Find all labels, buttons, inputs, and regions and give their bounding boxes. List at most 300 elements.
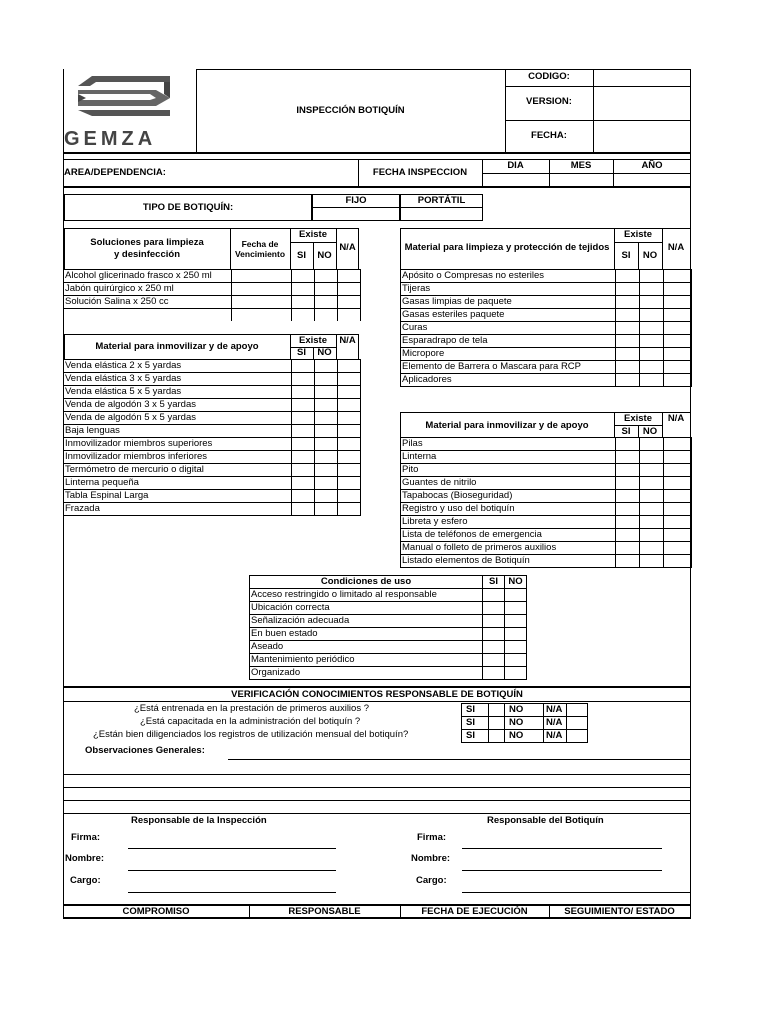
question-3: ¿Están bien diligenciados los registros de utilización mensual del botiquín? xyxy=(93,729,409,740)
na-cell[interactable] xyxy=(664,438,692,451)
item-label: Lista de teléfonos de emergencia xyxy=(401,529,616,542)
table-row xyxy=(250,628,527,641)
si-cell[interactable] xyxy=(483,628,505,641)
table-row xyxy=(64,451,361,464)
no-cell[interactable] xyxy=(640,542,664,555)
na-cell[interactable] xyxy=(664,283,692,296)
table-row xyxy=(64,373,361,386)
condiciones-si: SI xyxy=(483,576,505,589)
header-bottom-rule xyxy=(63,152,691,154)
item-label: Venda elástica 5 x 5 yardas xyxy=(64,386,292,399)
item-label: Venda de algodón 5 x 5 yardas xyxy=(64,412,292,425)
item-label: Linterna pequeña xyxy=(64,477,292,490)
na-option[interactable]: N/A xyxy=(544,730,567,743)
tejidos-na: N/A xyxy=(667,242,685,253)
item-label: Aseado xyxy=(250,641,483,654)
si-option[interactable]: SI xyxy=(462,704,489,717)
si-cell[interactable] xyxy=(292,503,315,516)
no-cell[interactable] xyxy=(315,270,338,283)
item-label: Venda elástica 2 x 5 yardas xyxy=(64,360,292,373)
na-cell[interactable] xyxy=(664,270,692,283)
no-cell[interactable] xyxy=(640,490,664,503)
si-cell[interactable] xyxy=(292,360,315,373)
fijo-check[interactable] xyxy=(313,208,399,220)
na-cell[interactable] xyxy=(664,361,692,374)
na-cell[interactable] xyxy=(664,296,692,309)
dia-label: DIA xyxy=(507,160,524,171)
observaciones-line-1[interactable] xyxy=(228,759,691,760)
fecha-cell[interactable] xyxy=(232,270,292,283)
item-label: Acceso restringido o limitado al responsable xyxy=(250,589,483,602)
table-row xyxy=(401,322,692,335)
fecha-field[interactable] xyxy=(594,121,690,152)
observaciones-line-4[interactable] xyxy=(63,800,691,801)
table-row xyxy=(401,296,692,309)
na-cell[interactable] xyxy=(338,425,361,438)
si-cell[interactable] xyxy=(292,464,315,477)
inmov-right-na: N/A xyxy=(667,413,685,424)
cargo-left-line[interactable] xyxy=(128,892,336,893)
soluciones-title-1: Soluciones para limpieza xyxy=(90,237,204,248)
footer-seguimiento: SEGUIMIENTO/ ESTADO xyxy=(564,906,675,917)
na-cell[interactable] xyxy=(338,477,361,490)
table-row xyxy=(250,615,527,628)
no-cell[interactable] xyxy=(505,641,527,654)
anio-label: AÑO xyxy=(641,160,663,171)
si-cell[interactable] xyxy=(292,296,315,309)
nombre-left-label: Nombre: xyxy=(65,853,105,864)
inmov-right-existe: Existe xyxy=(624,413,652,424)
no-cell[interactable] xyxy=(640,283,664,296)
si-cell[interactable] xyxy=(483,654,505,667)
table-row xyxy=(64,270,361,283)
na-cell[interactable] xyxy=(338,503,361,516)
item-label: Tapabocas (Bioseguridad) xyxy=(401,490,616,503)
na-cell[interactable] xyxy=(338,373,361,386)
si-cell[interactable] xyxy=(616,529,640,542)
na-mark[interactable] xyxy=(567,704,588,717)
inmov-left-existe: Existe xyxy=(299,335,327,346)
na-mark[interactable] xyxy=(567,730,588,743)
table-row xyxy=(462,717,588,730)
no-cell[interactable] xyxy=(640,348,664,361)
na-cell[interactable] xyxy=(664,451,692,464)
si-cell[interactable] xyxy=(483,615,505,628)
si-cell[interactable] xyxy=(616,464,640,477)
item-label: Frazada xyxy=(64,503,292,516)
table-row xyxy=(401,361,692,374)
observaciones-line-3[interactable] xyxy=(63,787,691,788)
cargo-right-line[interactable] xyxy=(462,892,691,893)
si-cell[interactable] xyxy=(292,438,315,451)
no-option[interactable]: NO xyxy=(505,704,544,717)
na-cell[interactable] xyxy=(664,516,692,529)
item-label: Mantenimiento periódico xyxy=(250,654,483,667)
na-cell[interactable] xyxy=(664,477,692,490)
observaciones-line-5[interactable] xyxy=(63,813,691,814)
si-cell[interactable] xyxy=(483,602,505,615)
item-label: Registro y uso del botiquín xyxy=(401,503,616,516)
no-cell[interactable] xyxy=(640,451,664,464)
fijo-label: FIJO xyxy=(345,195,367,206)
si-cell[interactable] xyxy=(616,451,640,464)
item-label: Organizado xyxy=(250,667,483,680)
item-label: Tabla Espinal Larga xyxy=(64,490,292,503)
no-cell[interactable] xyxy=(315,399,338,412)
verificacion-title-rule xyxy=(63,701,691,702)
company-logo xyxy=(64,72,194,150)
no-cell[interactable] xyxy=(315,477,338,490)
footer-compromiso: COMPROMISO xyxy=(122,906,190,917)
question-2: ¿Está capacitada en la administración del botiquín ? xyxy=(140,716,361,727)
si-cell[interactable] xyxy=(616,542,640,555)
soluciones-fecha-2: Vencimiento xyxy=(234,249,286,259)
tejidos-table xyxy=(400,269,692,387)
logo-text: GEMZA xyxy=(64,128,157,150)
no-cell[interactable] xyxy=(640,322,664,335)
table-row xyxy=(401,451,692,464)
na-cell[interactable] xyxy=(338,412,361,425)
table-row xyxy=(250,576,527,589)
na-cell[interactable] xyxy=(664,555,692,568)
no-cell[interactable] xyxy=(640,438,664,451)
si-cell[interactable] xyxy=(616,348,640,361)
no-cell[interactable] xyxy=(640,270,664,283)
firma-right-label: Firma: xyxy=(417,832,447,843)
table-row xyxy=(401,374,692,387)
no-cell[interactable] xyxy=(505,628,527,641)
no-cell[interactable] xyxy=(315,425,338,438)
fecha-inspeccion-label: FECHA INSPECCION xyxy=(372,167,468,178)
table-row xyxy=(401,555,692,568)
si-cell[interactable] xyxy=(483,667,505,680)
no-cell[interactable] xyxy=(315,386,338,399)
item-label: Libreta y esfero xyxy=(401,516,616,529)
table-row xyxy=(250,654,527,667)
verificacion-title: VERIFICACIÓN CONOCIMIENTOS RESPONSABLE DE BOTIQUÍN xyxy=(231,689,523,700)
table-row xyxy=(64,438,361,451)
si-cell[interactable] xyxy=(616,309,640,322)
area-field[interactable] xyxy=(180,160,357,186)
no-cell[interactable] xyxy=(505,667,527,680)
no-cell[interactable] xyxy=(505,602,527,615)
item-label: Aplicadores xyxy=(401,374,616,387)
item-label: Elemento de Barrera o Mascara para RCP xyxy=(401,361,616,374)
no-cell[interactable] xyxy=(505,615,527,628)
na-option[interactable]: N/A xyxy=(544,704,567,717)
inmov-right-title: Material para inmovilizar y de apoyo xyxy=(425,420,589,431)
soluciones-no: NO xyxy=(317,250,332,261)
item-label: Jabón quirúrgico x 250 ml xyxy=(64,283,232,296)
inmov-left-table xyxy=(63,359,361,516)
tipo-label: TIPO DE BOTIQUÍN: xyxy=(142,202,234,213)
si-cell[interactable] xyxy=(616,322,640,335)
table-row xyxy=(401,270,692,283)
si-cell[interactable] xyxy=(616,335,640,348)
item-label: Pito xyxy=(401,464,616,477)
inmov-left-no: NO xyxy=(317,347,332,358)
verificacion-top-rule xyxy=(63,686,691,688)
na-cell[interactable] xyxy=(664,464,692,477)
si-cell[interactable] xyxy=(616,374,640,387)
table-row xyxy=(64,464,361,477)
item-label: Curas xyxy=(401,322,616,335)
si-cell[interactable] xyxy=(616,490,640,503)
no-cell[interactable] xyxy=(315,464,338,477)
si-cell[interactable] xyxy=(292,270,315,283)
firma-left-label: Firma: xyxy=(71,832,101,843)
si-cell[interactable] xyxy=(616,361,640,374)
no-cell[interactable] xyxy=(505,589,527,602)
na-mark[interactable] xyxy=(567,717,588,730)
mes-field[interactable] xyxy=(550,174,613,186)
version-label: VERSION: xyxy=(526,96,572,107)
item-label: Listado elementos de Botiquín xyxy=(401,555,616,568)
na-cell[interactable] xyxy=(338,360,361,373)
si-cell[interactable] xyxy=(292,451,315,464)
no-cell[interactable] xyxy=(640,555,664,568)
table-row xyxy=(401,529,692,542)
si-cell[interactable] xyxy=(292,386,315,399)
table-row xyxy=(462,730,588,743)
na-cell[interactable] xyxy=(664,348,692,361)
table-row xyxy=(401,516,692,529)
na-cell[interactable] xyxy=(338,270,361,283)
si-cell[interactable] xyxy=(483,589,505,602)
table-row xyxy=(64,296,361,309)
item-label: Ubicación correcta xyxy=(250,602,483,615)
table-row xyxy=(64,386,361,399)
footer-responsable: RESPONSABLE xyxy=(288,906,361,917)
table-row xyxy=(64,490,361,503)
item-label: Pilas xyxy=(401,438,616,451)
item-label: Manual o folleto de primeros auxilios xyxy=(401,542,616,555)
inmov-left-na: N/A xyxy=(339,335,356,346)
page-title: INSPECCIÓN BOTIQUÍN xyxy=(296,105,405,116)
table-row xyxy=(64,309,361,322)
si-cell[interactable] xyxy=(616,270,640,283)
table-row xyxy=(462,704,588,717)
inmov-left-si: SI xyxy=(297,347,306,358)
si-option[interactable]: SI xyxy=(462,730,489,743)
inmov-right-si: SI xyxy=(621,426,631,437)
table-row xyxy=(250,667,527,680)
si-mark[interactable] xyxy=(489,704,505,717)
table-row xyxy=(250,602,527,615)
soluciones-si: SI xyxy=(297,250,306,261)
na-option[interactable]: N/A xyxy=(544,717,567,730)
observaciones-line-2[interactable] xyxy=(63,774,691,775)
na-cell[interactable] xyxy=(338,386,361,399)
table-row xyxy=(64,399,361,412)
inmov-left-title: Material para inmovilizar y de apoyo xyxy=(95,341,259,352)
fecha-label: FECHA: xyxy=(531,130,567,141)
footer-fecha-ejecucion: FECHA DE EJECUCIÓN xyxy=(421,906,528,917)
no-option[interactable]: NO xyxy=(505,717,544,730)
item-label: Tijeras xyxy=(401,283,616,296)
item-label: Solución Salina x 250 cc xyxy=(64,296,232,309)
na-cell[interactable] xyxy=(664,374,692,387)
si-cell[interactable] xyxy=(292,412,315,425)
item-label: Inmovilizador miembros inferiores xyxy=(64,451,292,464)
no-cell[interactable] xyxy=(640,335,664,348)
no-cell[interactable] xyxy=(640,477,664,490)
table-row xyxy=(401,542,692,555)
firma-left-line[interactable] xyxy=(128,848,336,849)
si-cell[interactable] xyxy=(292,373,315,386)
no-cell[interactable] xyxy=(315,451,338,464)
no-cell[interactable] xyxy=(315,490,338,503)
na-cell[interactable] xyxy=(664,529,692,542)
no-cell[interactable] xyxy=(315,503,338,516)
table-row xyxy=(64,360,361,373)
na-cell[interactable] xyxy=(338,283,361,296)
item-label: Termómetro de mercurio o digital xyxy=(64,464,292,477)
no-option[interactable]: NO xyxy=(505,730,544,743)
tej-rule xyxy=(614,242,662,243)
no-cell[interactable] xyxy=(640,309,664,322)
no-cell[interactable] xyxy=(315,360,338,373)
si-cell[interactable] xyxy=(292,490,315,503)
si-cell[interactable] xyxy=(616,438,640,451)
no-cell[interactable] xyxy=(315,283,338,296)
table-row xyxy=(401,438,692,451)
inmov-right-table xyxy=(400,437,692,568)
tejidos-existe: Existe xyxy=(624,229,652,240)
table-row xyxy=(401,309,692,322)
item-label: Señalización adecuada xyxy=(250,615,483,628)
table-row xyxy=(401,477,692,490)
codigo-label: CODIGO: xyxy=(528,71,570,82)
item-label: Baja lenguas xyxy=(64,425,292,438)
portatil-label: PORTÁTIL xyxy=(417,195,466,206)
inmov-right-no: NO xyxy=(642,426,658,437)
no-cell[interactable] xyxy=(640,296,664,309)
tejidos-title: Material para limpieza y protección de tejidos xyxy=(404,242,610,253)
na-cell[interactable] xyxy=(664,503,692,516)
no-cell[interactable] xyxy=(640,516,664,529)
no-cell[interactable] xyxy=(640,529,664,542)
no-cell[interactable] xyxy=(640,361,664,374)
cargo-left-label: Cargo: xyxy=(70,875,101,886)
na-cell[interactable] xyxy=(664,309,692,322)
portatil-check[interactable] xyxy=(401,208,482,220)
table-row xyxy=(401,503,692,516)
no-cell[interactable] xyxy=(505,654,527,667)
item-label: Gasas limpias de paquete xyxy=(401,296,616,309)
si-cell[interactable] xyxy=(616,477,640,490)
firma-right-line[interactable] xyxy=(462,848,662,849)
na-cell[interactable] xyxy=(338,451,361,464)
table-row xyxy=(64,477,361,490)
table-row xyxy=(401,335,692,348)
observaciones-label: Observaciones Generales: xyxy=(85,745,205,756)
na-cell[interactable] xyxy=(338,490,361,503)
si-cell[interactable] xyxy=(616,283,640,296)
codigo-field[interactable] xyxy=(594,70,690,86)
cargo-right-label: Cargo: xyxy=(416,875,447,886)
na-cell[interactable] xyxy=(664,490,692,503)
condiciones-no: NO xyxy=(505,576,527,589)
si-cell[interactable] xyxy=(616,555,640,568)
area-label: AREA/DEPENDENCIA: xyxy=(64,167,166,178)
nombre-left-line[interactable] xyxy=(128,870,336,871)
table-row xyxy=(64,503,361,516)
fecha-cell[interactable] xyxy=(232,296,292,309)
si-cell[interactable] xyxy=(292,283,315,296)
si-cell[interactable] xyxy=(292,399,315,412)
soluciones-title-2: y desinfección xyxy=(114,249,180,260)
item-label: Guantes de nitrilo xyxy=(401,477,616,490)
si-option[interactable]: SI xyxy=(462,717,489,730)
question-1: ¿Está entrenada en la prestación de primeros auxilios ? xyxy=(134,703,369,714)
na-cell[interactable] xyxy=(338,438,361,451)
na-cell[interactable] xyxy=(664,335,692,348)
no-cell[interactable] xyxy=(315,373,338,386)
soluciones-na: N/A xyxy=(339,242,356,253)
nombre-right-label: Nombre: xyxy=(411,853,451,864)
fecha-cell[interactable] xyxy=(232,283,292,296)
na-cell[interactable] xyxy=(664,322,692,335)
no-cell[interactable] xyxy=(315,296,338,309)
no-cell[interactable] xyxy=(640,503,664,516)
si-cell[interactable] xyxy=(292,477,315,490)
version-field[interactable] xyxy=(594,87,690,120)
table-row xyxy=(64,283,361,296)
si-cell[interactable] xyxy=(483,641,505,654)
item-label: Venda elástica 3 x 5 yardas xyxy=(64,373,292,386)
tejidos-no: NO xyxy=(642,250,658,261)
area-bottom-rule xyxy=(63,186,691,188)
soluciones-existe: Existe xyxy=(299,229,327,240)
na-cell[interactable] xyxy=(664,542,692,555)
item-label: Apósito o Compresas no esteriles xyxy=(401,270,616,283)
dia-field[interactable] xyxy=(483,174,549,186)
item-label: Alcohol glicerinado frasco x 250 ml xyxy=(64,270,232,283)
soluciones-table xyxy=(63,269,361,321)
si-cell[interactable] xyxy=(292,425,315,438)
si-cell[interactable] xyxy=(616,296,640,309)
table-row xyxy=(401,464,692,477)
tejidos-si: SI xyxy=(621,250,631,261)
no-cell[interactable] xyxy=(640,464,664,477)
table-row xyxy=(401,490,692,503)
si-mark[interactable] xyxy=(489,717,505,730)
no-cell[interactable] xyxy=(315,438,338,451)
na-cell[interactable] xyxy=(338,296,361,309)
item-label: Gasas esteriles paquete xyxy=(401,309,616,322)
item-label: Esparadrapo de tela xyxy=(401,335,616,348)
no-cell[interactable] xyxy=(640,374,664,387)
resp-inspeccion-label: Responsable de la Inspección xyxy=(131,815,267,826)
si-cell[interactable] xyxy=(616,516,640,529)
item-label: Venda de algodón 3 x 5 yardas xyxy=(64,399,292,412)
anio-field[interactable] xyxy=(614,174,690,186)
table-row xyxy=(64,425,361,438)
nombre-right-line[interactable] xyxy=(462,870,662,871)
no-cell[interactable] xyxy=(315,412,338,425)
condiciones-title: Condiciones de uso xyxy=(250,576,483,589)
item-label: Inmovilizador miembros superiores xyxy=(64,438,292,451)
na-cell[interactable] xyxy=(338,399,361,412)
sol-hdr-rule xyxy=(290,242,336,243)
na-cell[interactable] xyxy=(338,464,361,477)
verificacion-table xyxy=(461,703,588,743)
si-mark[interactable] xyxy=(489,730,505,743)
resp-botiquin-label: Responsable del Botiquín xyxy=(487,815,604,826)
si-cell[interactable] xyxy=(616,503,640,516)
item-label: En buen estado xyxy=(250,628,483,641)
